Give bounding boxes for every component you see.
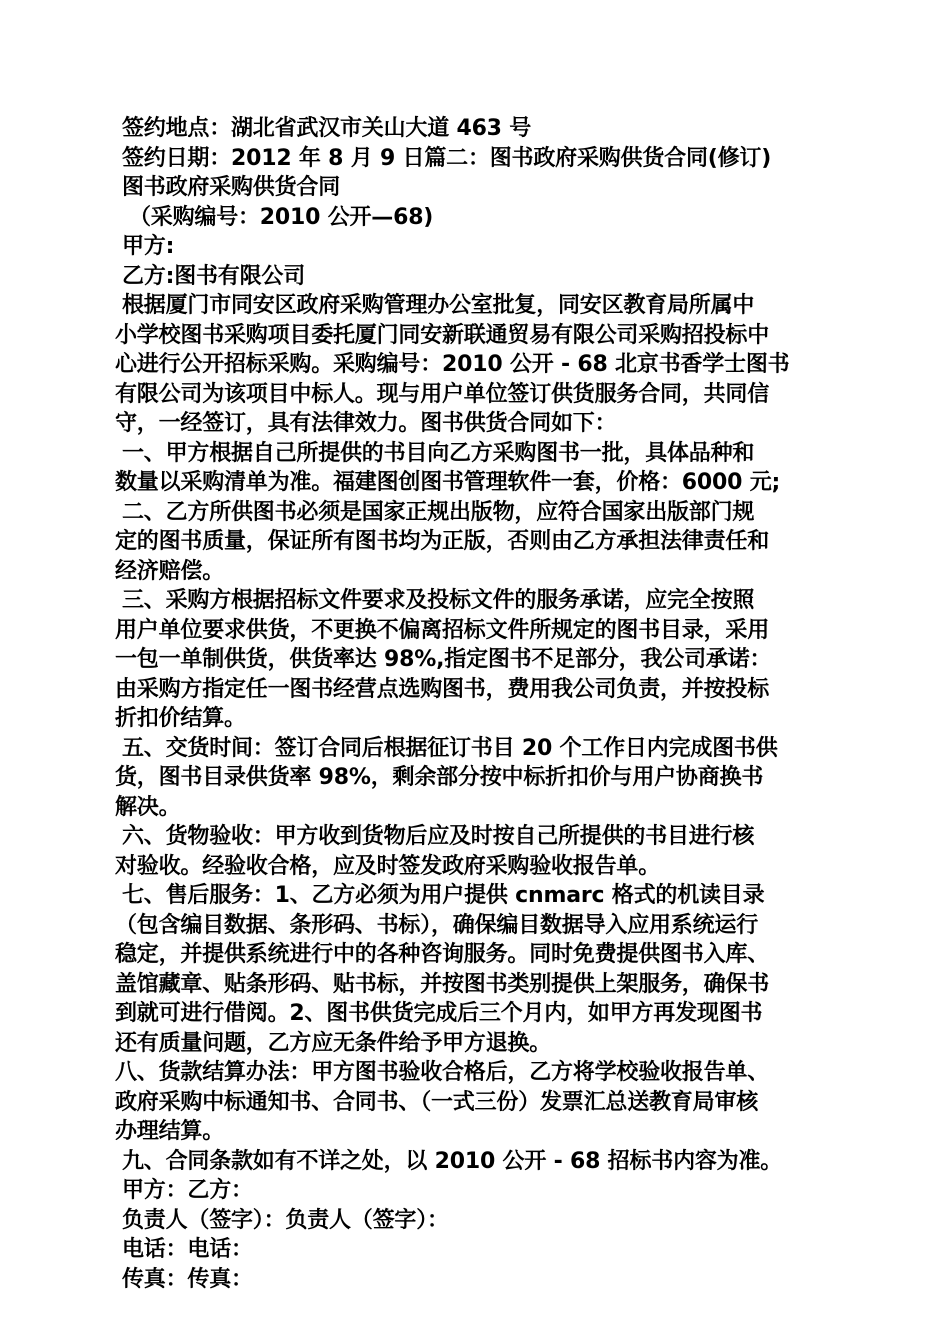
document-line: 负责人（签字）：负责人（签字）：: [122, 1207, 449, 1233]
document-line: 对验收。经验收合格，应及时签发政府采购验收报告单。: [115, 853, 661, 879]
document-line: 小学校图书采购项目委托厦门同安新联通贸易有限公司采购招投标中: [115, 322, 770, 348]
document-line: （包含编目数据、条形码、书标），确保编目数据导入应用系统运行: [115, 912, 759, 938]
document-line: 一包一单制供货，供货率达 98%,指定图书不足部分，我公司承诺：: [115, 647, 772, 672]
document-line: 心进行公开招标采购。采购编号：2010 公开 - 68 北京书香学士图书: [115, 352, 790, 377]
document-line: 甲方：乙方：: [122, 1178, 253, 1203]
document-line: 电话：电话：: [122, 1237, 253, 1262]
document-line: 到就可进行借阅。2、图书供货完成后三个月内，如甲方再发现图书: [115, 1001, 763, 1026]
document-line: 由采购方指定任一图书经营点选购图书，费用我公司负责，并按投标: [115, 676, 770, 702]
document-line: 稳定，并提供系统进行中的各种咨询服务。同时免费提供图书入库、: [115, 942, 770, 967]
document-line: 办理结算。: [115, 1119, 225, 1144]
document-line: 守，一经签订，具有法律效力。图书供货合同如下：: [115, 411, 617, 436]
document-line: 六、货物验收：甲方收到货物后应及时按自己所提供的书目进行核: [122, 824, 755, 849]
document-line: 政府采购中标通知书、合同书、（一式三份）发票汇总送教育局审核: [115, 1089, 759, 1115]
document-line: 还有质量问题，乙方应无条件给予甲方退换。: [115, 1030, 552, 1056]
document-line: 九、合同条款如有不详之处，以 2010 公开 - 68 招标书内容为准。: [122, 1148, 783, 1174]
document-line: 甲方:: [122, 234, 175, 259]
document-line: 签约日期：2012 年 8 月 9 日篇二：图书政府采购供货合同(修订): [122, 145, 772, 171]
document-line: 二、乙方所供图书必须是国家正规出版物，应符合国家出版部门规: [122, 499, 755, 525]
document-line: 签约地点：湖北省武汉市关山大道 463 号: [122, 116, 532, 141]
document-line: 三、采购方根据招标文件要求及投标文件的服务承诺，应完全按照: [122, 588, 755, 613]
document-line: 盖馆藏章、贴条形码、贴书标，并按图书类别提供上架服务，确保书: [115, 971, 770, 997]
document-line: 图书政府采购供货合同: [122, 175, 341, 200]
document-line: 货，图书目录供货率 98%，剩余部分按中标折扣价与用户协商换书: [115, 765, 764, 790]
document-line: 一、甲方根据自己所提供的书目向乙方采购图书一批，具体品种和: [122, 440, 755, 466]
document-line: 定的图书质量，保证所有图书均为正版，否则由乙方承担法律责任和: [115, 529, 770, 554]
document-line: （采购编号：2010 公开—68): [129, 204, 434, 230]
document-line: 七、售后服务：1、乙方必须为用户提供 cnmarc 格式的机读目录: [122, 883, 765, 908]
document-line: 有限公司为该项目中标人。现与用户单位签订供货服务合同，共同信: [115, 381, 770, 407]
document-line: 经济赔偿。: [115, 558, 225, 584]
document-line: 根据厦门市同安区政府采购管理办公室批复，同安区教育局所属中: [122, 293, 755, 318]
document-line: 五、交货时间：签订合同后根据征订书目 20 个工作日内完成图书供: [122, 735, 778, 761]
document-line: 用户单位要求供货，不更换不偏离招标文件所规定的图书目录，采用: [115, 617, 770, 643]
document-body: [115, 114, 837, 1294]
document-line: 乙方:图书有限公司: [122, 263, 305, 289]
document-line: 折扣价结算。: [115, 706, 246, 731]
document-line: 八、货款结算办法：甲方图书验收合格后，乙方将学校验收报告单、: [115, 1060, 770, 1085]
document-line: 解决。: [115, 794, 181, 820]
document-line: 传真：传真：: [122, 1266, 253, 1292]
document-line: 数量以采购清单为准。福建图创图书管理软件一套，价格：6000 元;: [115, 470, 781, 495]
